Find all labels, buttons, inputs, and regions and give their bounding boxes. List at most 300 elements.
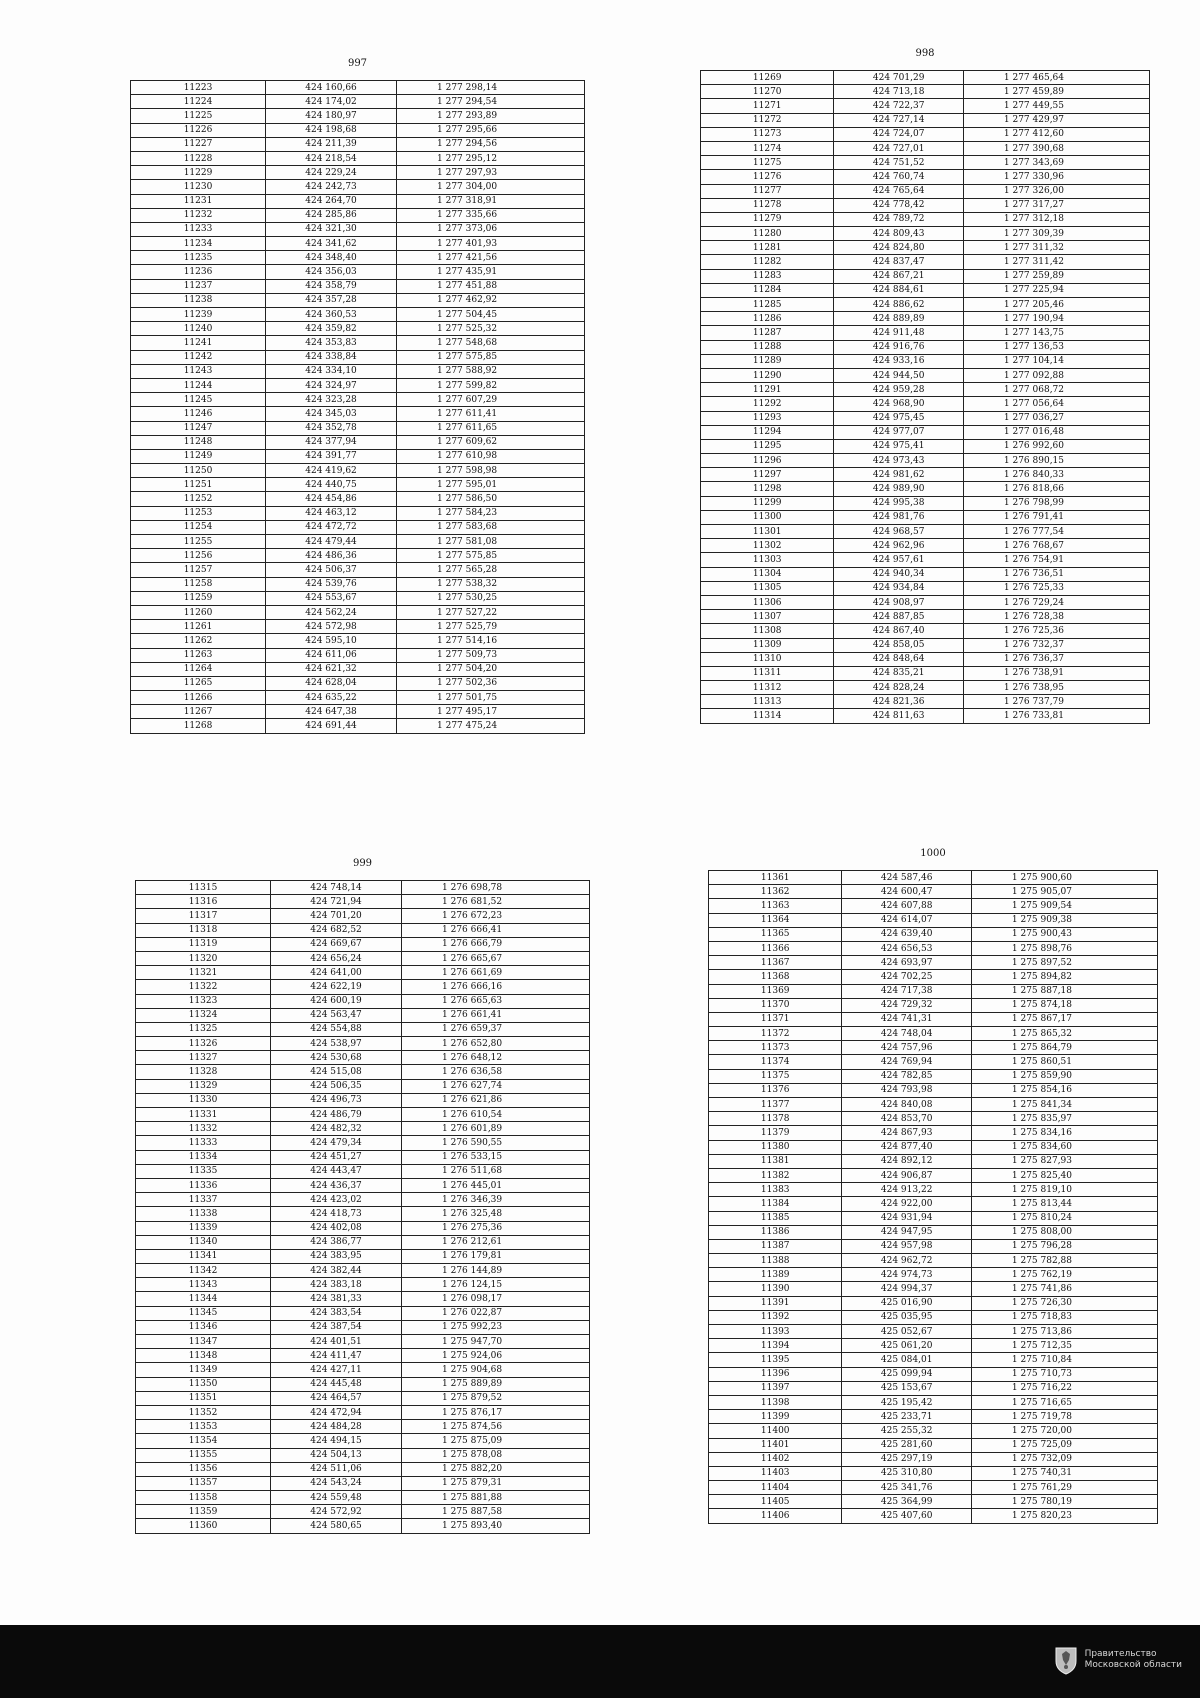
table-row [131, 208, 585, 222]
x-coordinate-cell: 424 419,62 [266, 464, 397, 478]
x-coordinate-cell: 424 386,77 [271, 1235, 402, 1249]
table-row [131, 95, 585, 109]
y-coordinate-cell: 1 275 761,29 [971, 1481, 1157, 1495]
x-coordinate-cell: 424 848,64 [834, 652, 963, 666]
point-number-cell: 11250 [131, 464, 266, 478]
point-number-cell: 11284 [701, 283, 834, 297]
table-row [709, 871, 1158, 885]
x-coordinate-cell: 424 587,46 [842, 871, 971, 885]
point-number-cell: 11237 [131, 279, 266, 293]
y-coordinate-cell: 1 277 599,82 [397, 378, 585, 392]
table-row [136, 980, 590, 994]
y-coordinate-cell: 1 276 627,74 [402, 1079, 590, 1093]
x-coordinate-cell: 424 539,76 [266, 577, 397, 591]
y-coordinate-cell: 1 277 583,68 [397, 520, 585, 534]
x-coordinate-cell: 424 482,32 [271, 1122, 402, 1136]
y-coordinate-cell: 1 276 659,37 [402, 1022, 590, 1036]
point-number-cell: 11328 [136, 1065, 271, 1079]
point-number-cell: 11338 [136, 1207, 271, 1221]
x-coordinate-cell: 424 360,53 [266, 308, 397, 322]
table-row [709, 1055, 1158, 1069]
x-coordinate-cell: 424 357,28 [266, 293, 397, 307]
point-number-cell: 11272 [701, 113, 834, 127]
table-row [701, 170, 1150, 184]
y-coordinate-cell: 1 277 390,68 [963, 141, 1149, 155]
table-row [701, 141, 1150, 155]
table-row [131, 620, 585, 634]
x-coordinate-cell: 424 160,66 [266, 81, 397, 95]
table-row [701, 212, 1150, 226]
table-row [136, 1320, 590, 1334]
x-coordinate-cell: 424 975,45 [834, 411, 963, 425]
x-coordinate-cell: 424 934,84 [834, 581, 963, 595]
point-number-cell: 11323 [136, 994, 271, 1008]
point-number-cell: 11384 [709, 1197, 842, 1211]
table-row [709, 1410, 1158, 1424]
table-row [136, 951, 590, 965]
y-coordinate-cell: 1 275 712,35 [971, 1339, 1157, 1353]
x-coordinate-cell: 424 908,97 [834, 595, 963, 609]
table-row [709, 1098, 1158, 1112]
point-number-cell: 11298 [701, 482, 834, 496]
table-row [136, 881, 590, 895]
coordinate-table [700, 70, 1150, 724]
x-coordinate-cell: 424 264,70 [266, 194, 397, 208]
x-coordinate-cell: 424 693,97 [842, 956, 971, 970]
x-coordinate-cell: 424 486,79 [271, 1108, 402, 1122]
x-coordinate-cell: 424 727,14 [834, 113, 963, 127]
point-number-cell: 11356 [136, 1462, 271, 1476]
point-number-cell: 11249 [131, 449, 266, 463]
x-coordinate-cell: 425 153,67 [842, 1381, 971, 1395]
point-number-cell: 11240 [131, 322, 266, 336]
table-row [131, 322, 585, 336]
table-row [131, 705, 585, 719]
y-coordinate-cell: 1 277 016,48 [963, 425, 1149, 439]
point-number-cell: 11364 [709, 913, 842, 927]
point-number-cell: 11253 [131, 506, 266, 520]
x-coordinate-cell: 425 364,99 [842, 1495, 971, 1509]
point-number-cell: 11289 [701, 354, 834, 368]
table-row [709, 1452, 1158, 1466]
x-coordinate-cell: 424 973,43 [834, 454, 963, 468]
point-number-cell: 11280 [701, 227, 834, 241]
point-number-cell: 11322 [136, 980, 271, 994]
y-coordinate-cell: 1 276 022,87 [402, 1306, 590, 1320]
footer-line-2: Московской области [1084, 1660, 1182, 1670]
x-coordinate-cell: 424 889,89 [834, 312, 963, 326]
point-number-cell: 11387 [709, 1239, 842, 1253]
x-coordinate-cell: 424 538,97 [271, 1037, 402, 1051]
y-coordinate-cell: 1 277 335,66 [397, 208, 585, 222]
x-coordinate-cell: 424 957,98 [842, 1239, 971, 1253]
table-row [709, 1027, 1158, 1041]
table-row [701, 198, 1150, 212]
table-row [136, 895, 590, 909]
x-coordinate-cell: 424 962,72 [842, 1254, 971, 1268]
table-row [709, 1481, 1158, 1495]
table-row [701, 581, 1150, 595]
x-coordinate-cell: 424 911,48 [834, 326, 963, 340]
y-coordinate-cell: 1 277 514,16 [397, 634, 585, 648]
x-coordinate-cell: 424 242,73 [266, 180, 397, 194]
x-coordinate-cell: 424 211,39 [266, 137, 397, 151]
y-coordinate-cell: 1 276 681,52 [402, 895, 590, 909]
table-row [136, 1434, 590, 1448]
y-coordinate-cell: 1 275 820,23 [971, 1509, 1157, 1523]
y-coordinate-cell: 1 277 584,23 [397, 506, 585, 520]
x-coordinate-cell: 424 974,73 [842, 1268, 971, 1282]
x-coordinate-cell: 424 641,00 [271, 966, 402, 980]
point-number-cell: 11299 [701, 496, 834, 510]
y-coordinate-cell: 1 277 309,39 [963, 227, 1149, 241]
y-coordinate-cell: 1 276 325,48 [402, 1207, 590, 1221]
table-row [131, 492, 585, 506]
y-coordinate-cell: 1 276 665,67 [402, 951, 590, 965]
point-number-cell: 11226 [131, 123, 266, 137]
x-coordinate-cell: 424 345,03 [266, 407, 397, 421]
point-number-cell: 11234 [131, 237, 266, 251]
x-coordinate-cell: 424 341,62 [266, 237, 397, 251]
x-coordinate-cell: 424 506,35 [271, 1079, 402, 1093]
table-row [701, 411, 1150, 425]
x-coordinate-cell: 424 977,07 [834, 425, 963, 439]
table-row [136, 1193, 590, 1207]
point-number-cell: 11402 [709, 1452, 842, 1466]
y-coordinate-cell: 1 276 648,12 [402, 1051, 590, 1065]
table-row [136, 994, 590, 1008]
point-number-cell: 11395 [709, 1353, 842, 1367]
table-row [131, 180, 585, 194]
table-row [131, 634, 585, 648]
y-coordinate-cell: 1 277 586,50 [397, 492, 585, 506]
point-number-cell: 11291 [701, 383, 834, 397]
y-coordinate-cell: 1 275 808,00 [971, 1225, 1157, 1239]
table-row [131, 577, 585, 591]
x-coordinate-cell: 424 669,67 [271, 937, 402, 951]
x-coordinate-cell: 424 947,95 [842, 1225, 971, 1239]
x-coordinate-cell: 424 559,48 [271, 1491, 402, 1505]
y-coordinate-cell: 1 275 867,17 [971, 1012, 1157, 1026]
point-number-cell: 11229 [131, 166, 266, 180]
table-row [136, 1519, 590, 1533]
table-row [701, 99, 1150, 113]
table-row [701, 681, 1150, 695]
coordinate-table [135, 880, 590, 1534]
table-row [131, 109, 585, 123]
y-coordinate-cell: 1 275 882,20 [402, 1462, 590, 1476]
x-coordinate-cell: 424 769,94 [842, 1055, 971, 1069]
point-number-cell: 11282 [701, 255, 834, 269]
y-coordinate-cell: 1 277 495,17 [397, 705, 585, 719]
table-row [701, 525, 1150, 539]
point-number-cell: 11329 [136, 1079, 271, 1093]
y-coordinate-cell: 1 277 435,91 [397, 265, 585, 279]
table-row [701, 227, 1150, 241]
table-row [131, 137, 585, 151]
y-coordinate-cell: 1 277 509,73 [397, 648, 585, 662]
point-number-cell: 11256 [131, 549, 266, 563]
table-row [136, 1221, 590, 1235]
point-number-cell: 11271 [701, 99, 834, 113]
y-coordinate-cell: 1 275 716,22 [971, 1381, 1157, 1395]
x-coordinate-cell: 424 530,68 [271, 1051, 402, 1065]
y-coordinate-cell: 1 275 900,60 [971, 871, 1157, 885]
y-coordinate-cell: 1 277 295,12 [397, 151, 585, 165]
x-coordinate-cell: 424 765,64 [834, 184, 963, 198]
table-row [701, 425, 1150, 439]
table-row [701, 510, 1150, 524]
x-coordinate-cell: 424 886,62 [834, 298, 963, 312]
y-coordinate-cell: 1 275 887,58 [402, 1505, 590, 1519]
table-row [701, 113, 1150, 127]
y-coordinate-cell: 1 277 525,79 [397, 620, 585, 634]
table-row [131, 648, 585, 662]
table-row [131, 506, 585, 520]
point-number-cell: 11393 [709, 1325, 842, 1339]
government-logo [1053, 1645, 1182, 1675]
x-coordinate-cell: 424 607,88 [842, 899, 971, 913]
x-coordinate-cell: 424 334,10 [266, 364, 397, 378]
coordinate-page-999 [135, 858, 590, 1534]
x-coordinate-cell: 424 721,94 [271, 895, 402, 909]
x-coordinate-cell: 424 387,54 [271, 1320, 402, 1334]
table-row [709, 970, 1158, 984]
y-coordinate-cell: 1 277 610,98 [397, 449, 585, 463]
point-number-cell: 11295 [701, 439, 834, 453]
coordinate-page-998 [700, 48, 1150, 724]
y-coordinate-cell: 1 277 343,69 [963, 156, 1149, 170]
point-number-cell: 11344 [136, 1292, 271, 1306]
x-coordinate-cell: 424 793,98 [842, 1083, 971, 1097]
x-coordinate-cell: 424 877,40 [842, 1140, 971, 1154]
point-number-cell: 11347 [136, 1335, 271, 1349]
y-coordinate-cell: 1 275 992,23 [402, 1320, 590, 1334]
point-number-cell: 11325 [136, 1022, 271, 1036]
x-coordinate-cell: 424 922,00 [842, 1197, 971, 1211]
x-coordinate-cell: 424 962,96 [834, 539, 963, 553]
y-coordinate-cell: 1 275 834,16 [971, 1126, 1157, 1140]
table-row [136, 1448, 590, 1462]
table-row [709, 1197, 1158, 1211]
table-row [701, 595, 1150, 609]
y-coordinate-cell: 1 275 819,10 [971, 1183, 1157, 1197]
x-coordinate-cell: 425 407,60 [842, 1509, 971, 1523]
y-coordinate-cell: 1 275 859,90 [971, 1069, 1157, 1083]
table-row [136, 1235, 590, 1249]
y-coordinate-cell: 1 276 621,86 [402, 1093, 590, 1107]
table-row [131, 435, 585, 449]
x-coordinate-cell: 424 285,86 [266, 208, 397, 222]
point-number-cell: 11343 [136, 1278, 271, 1292]
y-coordinate-cell: 1 277 136,53 [963, 340, 1149, 354]
table-row [709, 885, 1158, 899]
table-row [136, 1136, 590, 1150]
point-number-cell: 11245 [131, 393, 266, 407]
table-row [136, 1079, 590, 1093]
point-number-cell: 11350 [136, 1377, 271, 1391]
point-number-cell: 11258 [131, 577, 266, 591]
x-coordinate-cell: 424 411,47 [271, 1349, 402, 1363]
table-row [709, 1395, 1158, 1409]
x-coordinate-cell: 424 622,19 [271, 980, 402, 994]
x-coordinate-cell: 424 353,83 [266, 336, 397, 350]
x-coordinate-cell: 424 724,07 [834, 127, 963, 141]
table-row [701, 468, 1150, 482]
point-number-cell: 11331 [136, 1108, 271, 1122]
x-coordinate-cell: 424 418,73 [271, 1207, 402, 1221]
table-row [136, 1108, 590, 1122]
table-row [701, 383, 1150, 397]
x-coordinate-cell: 424 760,74 [834, 170, 963, 184]
y-coordinate-cell: 1 275 874,18 [971, 998, 1157, 1012]
table-row [136, 1306, 590, 1320]
y-coordinate-cell: 1 277 538,32 [397, 577, 585, 591]
x-coordinate-cell: 425 310,80 [842, 1466, 971, 1480]
y-coordinate-cell: 1 277 205,46 [963, 298, 1149, 312]
table-row [701, 709, 1150, 723]
point-number-cell: 11262 [131, 634, 266, 648]
footer-band [0, 1625, 1200, 1698]
x-coordinate-cell: 424 995,38 [834, 496, 963, 510]
x-coordinate-cell: 424 944,50 [834, 368, 963, 382]
table-row [709, 1183, 1158, 1197]
x-coordinate-cell: 424 323,28 [266, 393, 397, 407]
table-row [131, 535, 585, 549]
y-coordinate-cell: 1 277 318,91 [397, 194, 585, 208]
x-coordinate-cell: 424 647,38 [266, 705, 397, 719]
point-number-cell: 11275 [701, 156, 834, 170]
table-row [136, 1292, 590, 1306]
y-coordinate-cell: 1 276 777,54 [963, 525, 1149, 539]
y-coordinate-cell: 1 276 725,33 [963, 581, 1149, 595]
point-number-cell: 11302 [701, 539, 834, 553]
x-coordinate-cell: 424 867,21 [834, 269, 963, 283]
x-coordinate-cell: 424 174,02 [266, 95, 397, 109]
y-coordinate-cell: 1 275 782,88 [971, 1254, 1157, 1268]
point-number-cell: 11341 [136, 1249, 271, 1263]
point-number-cell: 11403 [709, 1466, 842, 1480]
point-number-cell: 11360 [136, 1519, 271, 1533]
point-number-cell: 11392 [709, 1310, 842, 1324]
point-number-cell: 11383 [709, 1183, 842, 1197]
point-number-cell: 11261 [131, 620, 266, 634]
y-coordinate-cell: 1 276 840,33 [963, 468, 1149, 482]
y-coordinate-cell: 1 276 736,37 [963, 652, 1149, 666]
point-number-cell: 11370 [709, 998, 842, 1012]
x-coordinate-cell: 424 727,01 [834, 141, 963, 155]
y-coordinate-cell: 1 277 598,98 [397, 464, 585, 478]
page-number: 997 [347, 58, 368, 69]
x-coordinate-cell: 425 297,19 [842, 1452, 971, 1466]
point-number-cell: 11225 [131, 109, 266, 123]
point-number-cell: 11348 [136, 1349, 271, 1363]
y-coordinate-cell: 1 277 449,55 [963, 99, 1149, 113]
table-row [701, 354, 1150, 368]
point-number-cell: 11398 [709, 1395, 842, 1409]
x-coordinate-cell: 424 218,54 [266, 151, 397, 165]
y-coordinate-cell: 1 277 581,08 [397, 535, 585, 549]
x-coordinate-cell: 425 016,90 [842, 1296, 971, 1310]
point-number-cell: 11363 [709, 899, 842, 913]
coordinate-page-1000 [708, 848, 1158, 1524]
x-coordinate-cell: 425 233,71 [842, 1410, 971, 1424]
point-number-cell: 11372 [709, 1027, 842, 1041]
y-coordinate-cell: 1 277 412,60 [963, 127, 1149, 141]
table-row [709, 956, 1158, 970]
table-row [136, 1335, 590, 1349]
point-number-cell: 11405 [709, 1495, 842, 1509]
y-coordinate-cell: 1 276 732,37 [963, 638, 1149, 652]
table-row [709, 1211, 1158, 1225]
point-number-cell: 11317 [136, 909, 271, 923]
x-coordinate-cell: 424 324,97 [266, 378, 397, 392]
x-coordinate-cell: 424 789,72 [834, 212, 963, 226]
point-number-cell: 11241 [131, 336, 266, 350]
y-coordinate-cell: 1 275 900,43 [971, 927, 1157, 941]
table-row [701, 312, 1150, 326]
point-number-cell: 11373 [709, 1041, 842, 1055]
table-row [131, 194, 585, 208]
y-coordinate-cell: 1 275 894,82 [971, 970, 1157, 984]
point-number-cell: 11352 [136, 1405, 271, 1419]
point-number-cell: 11285 [701, 298, 834, 312]
x-coordinate-cell: 424 443,47 [271, 1164, 402, 1178]
y-coordinate-cell: 1 276 738,95 [963, 681, 1149, 695]
table-row [136, 1363, 590, 1377]
point-number-cell: 11292 [701, 397, 834, 411]
point-number-cell: 11388 [709, 1254, 842, 1268]
point-number-cell: 11259 [131, 591, 266, 605]
table-row [136, 1008, 590, 1022]
x-coordinate-cell: 424 381,33 [271, 1292, 402, 1306]
x-coordinate-cell: 425 084,01 [842, 1353, 971, 1367]
y-coordinate-cell: 1 276 736,51 [963, 567, 1149, 581]
y-coordinate-cell: 1 276 610,54 [402, 1108, 590, 1122]
y-coordinate-cell: 1 275 881,88 [402, 1491, 590, 1505]
table-row [709, 899, 1158, 913]
y-coordinate-cell: 1 275 841,34 [971, 1098, 1157, 1112]
y-coordinate-cell: 1 276 636,58 [402, 1065, 590, 1079]
x-coordinate-cell: 424 614,07 [842, 913, 971, 927]
y-coordinate-cell: 1 277 607,29 [397, 393, 585, 407]
coordinate-page-997 [130, 58, 585, 734]
y-coordinate-cell: 1 277 143,75 [963, 326, 1149, 340]
table-row [136, 1505, 590, 1519]
x-coordinate-cell: 425 195,42 [842, 1395, 971, 1409]
y-coordinate-cell: 1 276 098,17 [402, 1292, 590, 1306]
y-coordinate-cell: 1 275 879,31 [402, 1476, 590, 1490]
x-coordinate-cell: 424 887,85 [834, 610, 963, 624]
table-row [709, 1239, 1158, 1253]
x-coordinate-cell: 424 639,40 [842, 927, 971, 941]
point-number-cell: 11404 [709, 1481, 842, 1495]
x-coordinate-cell: 424 959,28 [834, 383, 963, 397]
table-row [131, 478, 585, 492]
table-row [709, 998, 1158, 1012]
y-coordinate-cell: 1 275 762,19 [971, 1268, 1157, 1282]
y-coordinate-cell: 1 276 652,80 [402, 1037, 590, 1051]
table-row [709, 1509, 1158, 1523]
table-row [709, 941, 1158, 955]
x-coordinate-cell: 424 741,31 [842, 1012, 971, 1026]
y-coordinate-cell: 1 276 445,01 [402, 1178, 590, 1192]
point-number-cell: 11315 [136, 881, 271, 895]
y-coordinate-cell: 1 276 601,89 [402, 1122, 590, 1136]
table-row [701, 184, 1150, 198]
x-coordinate-cell: 424 348,40 [266, 251, 397, 265]
point-number-cell: 11349 [136, 1363, 271, 1377]
